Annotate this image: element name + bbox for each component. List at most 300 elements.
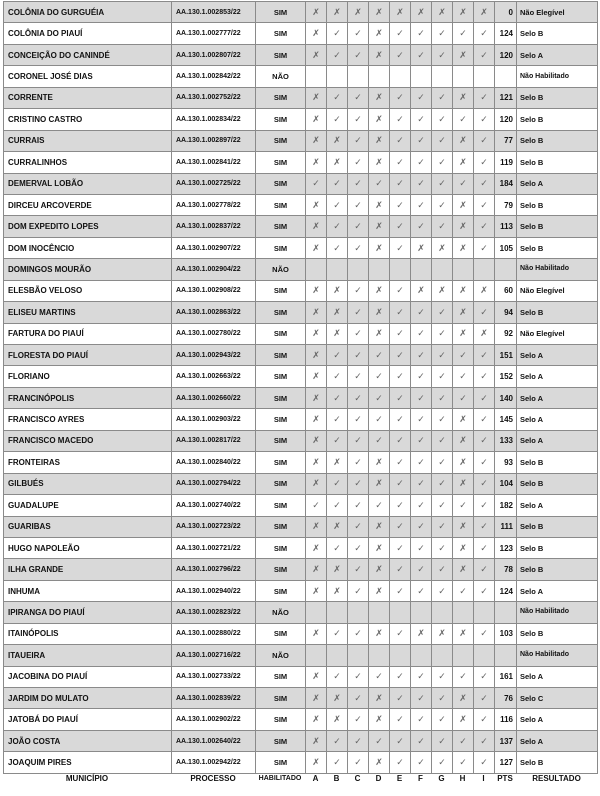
criterion-i-cell: ✓ — [474, 559, 495, 580]
criterion-f-cell: ✓ — [411, 580, 432, 601]
criterion-i-cell: ✓ — [474, 623, 495, 644]
criterion-b-cell: ✗ — [327, 280, 348, 301]
criterion-b-cell: ✗ — [327, 559, 348, 580]
habilitado-cell: SIM — [256, 495, 306, 516]
criterion-e-cell: ✓ — [390, 387, 411, 408]
criterion-h-cell — [453, 645, 474, 666]
criterion-g-cell: ✓ — [432, 173, 453, 194]
criterion-g-cell: ✓ — [432, 752, 453, 773]
habilitado-cell: NÃO — [256, 602, 306, 623]
criterion-b-cell: ✗ — [327, 2, 348, 23]
criterion-d-cell — [369, 66, 390, 87]
header-col-g: G — [438, 773, 445, 783]
criterion-h-cell: ✓ — [453, 580, 474, 601]
criterion-i-cell: ✗ — [474, 280, 495, 301]
resultado-cell: Selo A — [517, 730, 598, 751]
criterion-h-cell — [453, 66, 474, 87]
processo-cell: AA.130.1.002842/22 — [172, 66, 256, 87]
criterion-h-cell: ✓ — [453, 730, 474, 751]
habilitado-cell: SIM — [256, 302, 306, 323]
criterion-c-cell: ✓ — [348, 237, 369, 258]
criterion-b-cell — [327, 602, 348, 623]
table-row — [4, 495, 598, 516]
criterion-e-cell: ✓ — [390, 23, 411, 44]
criterion-d-cell: ✗ — [369, 623, 390, 644]
criterion-d-cell: ✗ — [369, 216, 390, 237]
municipio-cell: CRISTINO CASTRO — [4, 109, 172, 130]
table-row — [4, 345, 598, 366]
criterion-f-cell: ✓ — [411, 409, 432, 430]
criterion-i-cell: ✓ — [474, 666, 495, 687]
header-col-i: I — [482, 773, 485, 783]
municipio-cell: JOÃO COSTA — [4, 730, 172, 751]
criterion-d-cell: ✗ — [369, 452, 390, 473]
criterion-b-cell: ✓ — [327, 495, 348, 516]
criterion-a-cell — [306, 259, 327, 280]
pts-cell: 124 — [495, 580, 517, 601]
criterion-f-cell: ✓ — [411, 730, 432, 751]
criterion-c-cell: ✓ — [348, 44, 369, 65]
criterion-c-cell — [348, 66, 369, 87]
criterion-h-cell: ✓ — [453, 752, 474, 773]
criterion-b-cell — [327, 645, 348, 666]
processo-cell: AA.130.1.002834/22 — [172, 109, 256, 130]
municipio-cell: FARTURA DO PIAUÍ — [4, 323, 172, 344]
criterion-h-cell: ✓ — [453, 23, 474, 44]
criterion-f-cell: ✗ — [411, 237, 432, 258]
criterion-f-cell: ✓ — [411, 44, 432, 65]
habilitado-cell: SIM — [256, 752, 306, 773]
municipio-cell: DOM EXPEDITO LOPES — [4, 216, 172, 237]
criterion-d-cell: ✓ — [369, 666, 390, 687]
resultado-cell: Selo A — [517, 173, 598, 194]
table-row — [4, 730, 598, 751]
table-row — [4, 387, 598, 408]
table-row — [4, 623, 598, 644]
pts-cell: 104 — [495, 473, 517, 494]
processo-cell: AA.130.1.002907/22 — [172, 237, 256, 258]
pts-cell: 79 — [495, 194, 517, 215]
pts-cell: 77 — [495, 130, 517, 151]
criterion-e-cell: ✓ — [390, 752, 411, 773]
criterion-f-cell: ✓ — [411, 709, 432, 730]
criterion-b-cell: ✗ — [327, 130, 348, 151]
municipio-cell: DEMERVAL LOBÃO — [4, 173, 172, 194]
criterion-g-cell: ✓ — [432, 387, 453, 408]
criterion-c-cell: ✓ — [348, 87, 369, 108]
processo-cell: AA.130.1.002943/22 — [172, 345, 256, 366]
processo-cell: AA.130.1.002853/22 — [172, 2, 256, 23]
criterion-i-cell: ✗ — [474, 323, 495, 344]
criterion-e-cell: ✓ — [390, 452, 411, 473]
criterion-b-cell: ✓ — [327, 537, 348, 558]
table-row — [4, 709, 598, 730]
criterion-c-cell: ✓ — [348, 345, 369, 366]
criterion-b-cell: ✓ — [327, 345, 348, 366]
criterion-g-cell: ✓ — [432, 537, 453, 558]
table-row — [4, 130, 598, 151]
habilitado-cell: SIM — [256, 345, 306, 366]
criterion-e-cell — [390, 645, 411, 666]
criterion-a-cell — [306, 645, 327, 666]
pts-cell: 76 — [495, 688, 517, 709]
criterion-b-cell: ✗ — [327, 709, 348, 730]
criterion-i-cell: ✓ — [474, 345, 495, 366]
processo-cell: AA.130.1.002940/22 — [172, 580, 256, 601]
criterion-e-cell: ✓ — [390, 537, 411, 558]
pts-cell: 119 — [495, 152, 517, 173]
table-row — [4, 537, 598, 558]
criterion-g-cell: ✓ — [432, 323, 453, 344]
criterion-b-cell: ✓ — [327, 194, 348, 215]
criterion-f-cell: ✗ — [411, 280, 432, 301]
criterion-c-cell: ✓ — [348, 323, 369, 344]
criterion-d-cell: ✗ — [369, 559, 390, 580]
criterion-g-cell: ✓ — [432, 666, 453, 687]
table-row — [4, 452, 598, 473]
criterion-i-cell: ✓ — [474, 387, 495, 408]
pts-cell: 184 — [495, 173, 517, 194]
criterion-h-cell: ✗ — [453, 452, 474, 473]
criterion-a-cell: ✗ — [306, 452, 327, 473]
municipio-cell: HUGO NAPOLEÃO — [4, 537, 172, 558]
header-col-d: D — [375, 773, 382, 783]
criterion-f-cell: ✓ — [411, 152, 432, 173]
habilitado-cell: SIM — [256, 409, 306, 430]
criterion-g-cell: ✓ — [432, 130, 453, 151]
table-row — [4, 280, 598, 301]
criterion-b-cell: ✗ — [327, 323, 348, 344]
criterion-e-cell: ✓ — [390, 688, 411, 709]
processo-cell: AA.130.1.002794/22 — [172, 473, 256, 494]
criterion-d-cell: ✗ — [369, 473, 390, 494]
resultado-cell: Não Elegível — [517, 323, 598, 344]
criterion-f-cell: ✓ — [411, 516, 432, 537]
criterion-d-cell: ✓ — [369, 730, 390, 751]
criterion-a-cell: ✗ — [306, 44, 327, 65]
criterion-f-cell: ✓ — [411, 473, 432, 494]
criterion-e-cell: ✓ — [390, 44, 411, 65]
pts-cell: 120 — [495, 109, 517, 130]
table-body — [4, 2, 598, 774]
pts-cell: 145 — [495, 409, 517, 430]
criterion-e-cell: ✓ — [390, 130, 411, 151]
habilitado-cell: SIM — [256, 130, 306, 151]
pts-cell: 60 — [495, 280, 517, 301]
habilitado-cell: SIM — [256, 516, 306, 537]
criterion-i-cell: ✓ — [474, 130, 495, 151]
pts-cell: 151 — [495, 345, 517, 366]
criterion-g-cell: ✓ — [432, 559, 453, 580]
table-row — [4, 473, 598, 494]
criterion-f-cell — [411, 645, 432, 666]
criterion-a-cell: ✗ — [306, 430, 327, 451]
criterion-h-cell: ✗ — [453, 430, 474, 451]
municipio-cell: CORRENTE — [4, 87, 172, 108]
habilitado-cell: SIM — [256, 152, 306, 173]
table-row — [4, 44, 598, 65]
criterion-e-cell: ✓ — [390, 430, 411, 451]
criterion-e-cell: ✓ — [390, 302, 411, 323]
criterion-i-cell: ✓ — [474, 752, 495, 773]
header-col-c: C — [354, 773, 361, 783]
criterion-h-cell: ✓ — [453, 387, 474, 408]
header-col-h: H — [459, 773, 466, 783]
criterion-g-cell: ✓ — [432, 430, 453, 451]
criterion-b-cell: ✓ — [327, 752, 348, 773]
criterion-i-cell: ✓ — [474, 152, 495, 173]
municipio-cell: CURRALINHOS — [4, 152, 172, 173]
criterion-d-cell: ✓ — [369, 345, 390, 366]
criterion-g-cell: ✗ — [432, 623, 453, 644]
criterion-c-cell — [348, 602, 369, 623]
resultado-cell: Selo C — [517, 688, 598, 709]
header-col-a: A — [312, 773, 319, 783]
criterion-e-cell: ✓ — [390, 87, 411, 108]
criterion-h-cell: ✗ — [453, 194, 474, 215]
criterion-e-cell: ✓ — [390, 516, 411, 537]
criterion-c-cell: ✓ — [348, 302, 369, 323]
pts-cell: 116 — [495, 709, 517, 730]
criterion-e-cell: ✓ — [390, 666, 411, 687]
criterion-e-cell: ✓ — [390, 730, 411, 751]
processo-cell: AA.130.1.002839/22 — [172, 688, 256, 709]
table-row — [4, 366, 598, 387]
criterion-f-cell: ✓ — [411, 216, 432, 237]
criterion-a-cell: ✗ — [306, 280, 327, 301]
resultado-cell: Selo A — [517, 430, 598, 451]
criterion-h-cell: ✗ — [453, 473, 474, 494]
pts-cell: 92 — [495, 323, 517, 344]
criterion-d-cell: ✓ — [369, 430, 390, 451]
habilitado-cell: NÃO — [256, 259, 306, 280]
criterion-b-cell: ✗ — [327, 452, 348, 473]
criterion-c-cell: ✓ — [348, 516, 369, 537]
criterion-a-cell: ✗ — [306, 152, 327, 173]
criterion-d-cell: ✗ — [369, 237, 390, 258]
criterion-a-cell — [306, 66, 327, 87]
table-row — [4, 688, 598, 709]
resultado-cell: Selo B — [517, 452, 598, 473]
criterion-f-cell: ✓ — [411, 323, 432, 344]
table-row — [4, 66, 598, 87]
criterion-d-cell: ✗ — [369, 109, 390, 130]
municipio-cell: CORONEL JOSÉ DIAS — [4, 66, 172, 87]
criterion-i-cell: ✓ — [474, 537, 495, 558]
table-row — [4, 323, 598, 344]
header-municipio: MUNICÍPIO — [65, 773, 109, 783]
criterion-f-cell: ✓ — [411, 387, 432, 408]
criterion-h-cell: ✗ — [453, 152, 474, 173]
criterion-f-cell: ✗ — [411, 623, 432, 644]
criterion-f-cell: ✓ — [411, 173, 432, 194]
pts-cell: 127 — [495, 752, 517, 773]
criterion-d-cell: ✗ — [369, 44, 390, 65]
criterion-a-cell: ✗ — [306, 580, 327, 601]
pts-cell: 124 — [495, 23, 517, 44]
habilitado-cell: SIM — [256, 537, 306, 558]
resultado-cell: Não Habilitado — [517, 66, 598, 87]
habilitado-cell: SIM — [256, 323, 306, 344]
municipio-cell: FRANCISCO MACEDO — [4, 430, 172, 451]
pts-cell: 121 — [495, 87, 517, 108]
habilitado-cell: SIM — [256, 173, 306, 194]
processo-cell: AA.130.1.002902/22 — [172, 709, 256, 730]
criterion-b-cell: ✓ — [327, 730, 348, 751]
resultado-cell: Selo A — [517, 709, 598, 730]
criterion-c-cell: ✓ — [348, 23, 369, 44]
criterion-b-cell: ✗ — [327, 302, 348, 323]
processo-cell: AA.130.1.002837/22 — [172, 216, 256, 237]
criterion-c-cell: ✓ — [348, 752, 369, 773]
resultado-cell: Selo B — [517, 216, 598, 237]
criterion-b-cell: ✓ — [327, 23, 348, 44]
criterion-f-cell: ✓ — [411, 23, 432, 44]
habilitado-cell: SIM — [256, 2, 306, 23]
criterion-e-cell: ✓ — [390, 473, 411, 494]
resultado-cell: Selo A — [517, 409, 598, 430]
criterion-c-cell: ✓ — [348, 473, 369, 494]
municipio-cell: DOMINGOS MOURÃO — [4, 259, 172, 280]
criterion-g-cell: ✓ — [432, 452, 453, 473]
processo-cell: AA.130.1.002841/22 — [172, 152, 256, 173]
processo-cell: AA.130.1.002721/22 — [172, 537, 256, 558]
processo-cell: AA.130.1.002663/22 — [172, 366, 256, 387]
criterion-h-cell: ✓ — [453, 666, 474, 687]
resultado-cell: Selo B — [517, 23, 598, 44]
table-footer-header — [3, 766, 597, 790]
criterion-f-cell: ✓ — [411, 345, 432, 366]
header-col-f: F — [418, 773, 423, 783]
criterion-c-cell: ✓ — [348, 537, 369, 558]
criterion-b-cell: ✓ — [327, 216, 348, 237]
pts-cell: 105 — [495, 237, 517, 258]
table-row — [4, 237, 598, 258]
criterion-f-cell: ✓ — [411, 559, 432, 580]
criterion-i-cell: ✓ — [474, 409, 495, 430]
table-row — [4, 559, 598, 580]
criterion-h-cell: ✗ — [453, 280, 474, 301]
habilitado-cell: SIM — [256, 452, 306, 473]
criterion-h-cell: ✓ — [453, 495, 474, 516]
criterion-i-cell — [474, 259, 495, 280]
criterion-a-cell: ✗ — [306, 216, 327, 237]
criterion-b-cell: ✓ — [327, 430, 348, 451]
criterion-c-cell: ✓ — [348, 409, 369, 430]
resultado-cell: Selo B — [517, 302, 598, 323]
habilitado-cell: SIM — [256, 430, 306, 451]
processo-cell: AA.130.1.002752/22 — [172, 87, 256, 108]
criterion-e-cell — [390, 602, 411, 623]
criterion-e-cell — [390, 66, 411, 87]
criterion-g-cell: ✓ — [432, 44, 453, 65]
habilitado-cell: SIM — [256, 730, 306, 751]
criterion-c-cell: ✓ — [348, 666, 369, 687]
resultado-cell: Não Elegível — [517, 280, 598, 301]
municipio-cell: GUADALUPE — [4, 495, 172, 516]
criterion-b-cell: ✓ — [327, 109, 348, 130]
criterion-d-cell: ✗ — [369, 323, 390, 344]
criterion-b-cell: ✓ — [327, 237, 348, 258]
table-row — [4, 666, 598, 687]
criterion-g-cell: ✓ — [432, 409, 453, 430]
municipio-cell: JATOBÁ DO PIAUÍ — [4, 709, 172, 730]
criterion-b-cell: ✓ — [327, 87, 348, 108]
criterion-i-cell: ✓ — [474, 87, 495, 108]
resultado-cell: Selo B — [517, 623, 598, 644]
criterion-e-cell: ✓ — [390, 280, 411, 301]
criterion-b-cell: ✗ — [327, 516, 348, 537]
municipios-table — [3, 1, 598, 774]
criterion-a-cell: ✗ — [306, 752, 327, 773]
resultado-cell: Selo A — [517, 666, 598, 687]
resultado-cell: Selo A — [517, 495, 598, 516]
criterion-a-cell: ✗ — [306, 516, 327, 537]
municipio-cell: GILBUÉS — [4, 473, 172, 494]
criterion-b-cell — [327, 66, 348, 87]
criterion-f-cell: ✗ — [411, 2, 432, 23]
table-row — [4, 2, 598, 23]
processo-cell: AA.130.1.002908/22 — [172, 280, 256, 301]
resultado-cell: Selo B — [517, 109, 598, 130]
municipio-cell: ELESBÃO VELOSO — [4, 280, 172, 301]
resultado-cell: Selo B — [517, 473, 598, 494]
pts-cell: 161 — [495, 666, 517, 687]
criterion-e-cell: ✓ — [390, 152, 411, 173]
pts-cell: 113 — [495, 216, 517, 237]
habilitado-cell: SIM — [256, 44, 306, 65]
criterion-e-cell: ✓ — [390, 173, 411, 194]
criterion-g-cell — [432, 259, 453, 280]
table-row — [4, 302, 598, 323]
criterion-c-cell — [348, 645, 369, 666]
criterion-a-cell: ✗ — [306, 345, 327, 366]
criterion-i-cell — [474, 66, 495, 87]
municipio-cell: FRANCINÓPOLIS — [4, 387, 172, 408]
table-row — [4, 645, 598, 666]
criterion-e-cell: ✓ — [390, 216, 411, 237]
pts-cell: 120 — [495, 44, 517, 65]
resultado-cell: Não Elegível — [517, 2, 598, 23]
habilitado-cell: SIM — [256, 387, 306, 408]
municipio-cell: ILHA GRANDE — [4, 559, 172, 580]
criterion-c-cell: ✓ — [348, 688, 369, 709]
municipio-cell: COLÔNIA DO PIAUÍ — [4, 23, 172, 44]
criterion-b-cell: ✓ — [327, 44, 348, 65]
resultado-cell: Não Habilitado — [517, 259, 598, 280]
criterion-f-cell: ✓ — [411, 537, 432, 558]
criterion-d-cell: ✓ — [369, 366, 390, 387]
criterion-g-cell: ✓ — [432, 216, 453, 237]
criterion-g-cell: ✓ — [432, 516, 453, 537]
processo-cell: AA.130.1.002840/22 — [172, 452, 256, 473]
habilitado-cell: SIM — [256, 366, 306, 387]
table-row — [4, 259, 598, 280]
municipio-cell: GUARIBAS — [4, 516, 172, 537]
criterion-f-cell — [411, 66, 432, 87]
criterion-h-cell: ✗ — [453, 709, 474, 730]
criterion-e-cell — [390, 259, 411, 280]
processo-cell: AA.130.1.002796/22 — [172, 559, 256, 580]
criterion-d-cell: ✗ — [369, 23, 390, 44]
criterion-i-cell: ✓ — [474, 366, 495, 387]
criterion-b-cell: ✓ — [327, 366, 348, 387]
municipio-cell: FRANCISCO AYRES — [4, 409, 172, 430]
criterion-d-cell: ✗ — [369, 752, 390, 773]
criterion-b-cell: ✓ — [327, 409, 348, 430]
table-row — [4, 409, 598, 430]
municipio-cell: JACOBINA DO PIAUÍ — [4, 666, 172, 687]
